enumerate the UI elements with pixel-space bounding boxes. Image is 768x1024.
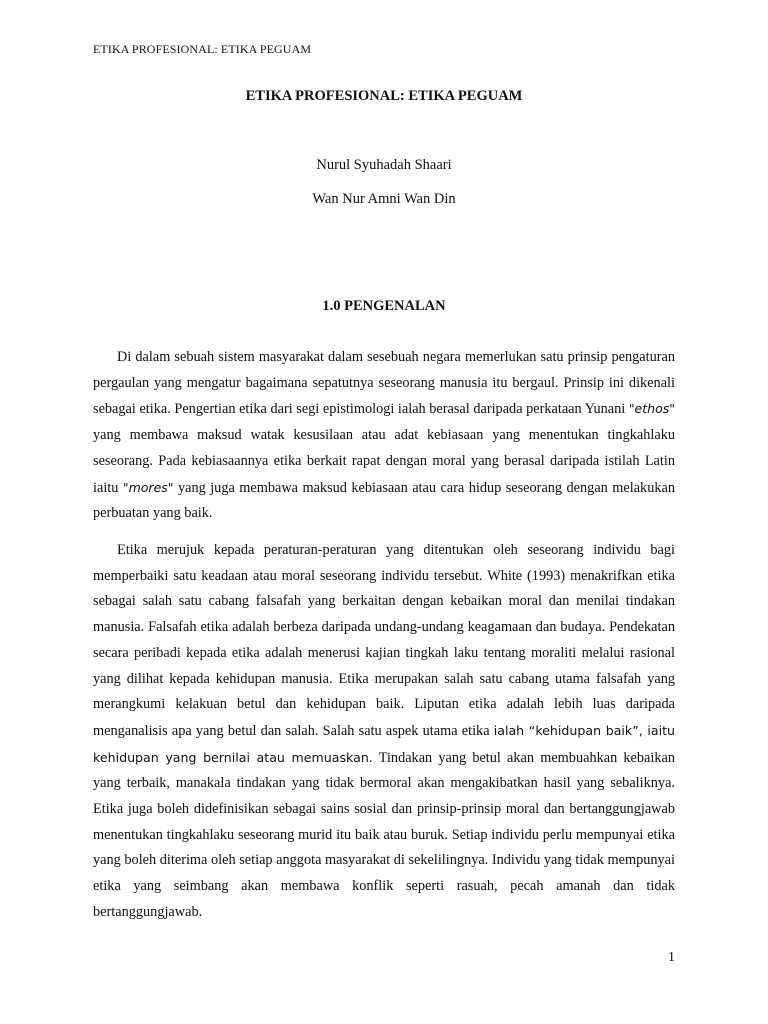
paragraph-2-text-b: Tindakan yang betul akan membuahkan kebaikan yang terbaik, manakala tindakan yang tidak bermoral akan mengakibatkan hasil yang sebaliknya. Etika juga boleh didefinisikan sebagai sains sosial dan prinsip-prinsip moral dan bertanggungjawab menentukan tingkahlaku seseorang murid itu baik atau buruk. Setiap individu perlu mempunyai etika yang boleh diterima oleh setiap anggota masyarakat di sekelilingnya. Individu yang tidak mempunyai etika yang seimbang akan membawa konflik seperti rasuah, pecah amanah dan tidak bertanggungjawab.	[93, 749, 675, 920]
author-2: Wan Nur Amni Wan Din	[312, 191, 456, 207]
page-number: 1	[668, 950, 675, 965]
section-heading: 1.0 PENGENALAN	[322, 298, 446, 314]
paragraph-1-text-a: Di dalam sebuah sistem masyarakat dalam sesebuah negara memerlukan satu prinsip pengaturan pergaulan yang mengatur bagaimana sepatutnya seseorang manusia itu bergaul. Prinsip ini dikenali sebagai etika. Pengertian etika dari segi epistimologi ialah berasal daripada perkataan Yunani	[93, 349, 675, 418]
paragraph-2	[93, 538, 675, 926]
document-title: ETIKA PROFESIONAL: ETIKA PEGUAM	[245, 88, 523, 104]
author-1: Nurul Syuhadah Shaari	[316, 157, 452, 173]
term-ethos: "ethos"	[628, 401, 675, 417]
quote-kehidupan-baik: ialah “kehidupan baik”, iaitu kehidupan yang bernilai atau memuaskan.	[93, 722, 675, 765]
paragraph-1-text-b: yang membawa maksud watak kesusilaan atau adat kebiasaan yang menentukan tingkahlaku seseorang. Pada kebiasaannya etika berkait rapat dengan moral yang berasal daripada istilah Latin iaitu	[93, 427, 675, 496]
paragraph-2-text-a: Etika merujuk kepada peraturan-peraturan yang ditentukan oleh seseorang individu bagi memperbaiki satu keadaan atau moral seseorang individu tersebut. White (1993) menakrifkan etika sebagai salah satu cabang falsafah yang berkaitan dengan kebaikan moral dan menilai tindakan manusia. Falsafah etika adalah berbeza daripada undang-undang keagamaan dan budaya. Pendekatan secara peribadi kepada etika adalah menerusi kajian tingkah laku tentang moraliti melalui rasional yang dilihat kepada kehidupan manusia. Etika merupakan salah satu cabang utama falsafah yang merangkumi kelakuan betul dan kehidupan baik. Liputan etika adalah lebih luas daripada menganalisis apa yang betul dan salah. Salah satu aspek utama etika	[93, 542, 675, 739]
term-mores: "mores"	[122, 479, 174, 495]
paragraph-1-text-c: yang juga membawa maksud kebiasaan atau cara hidup seseorang dengan melakukan perbuatan yang baik.	[93, 479, 675, 522]
paragraph-1	[93, 345, 675, 527]
running-header: ETIKA PROFESIONAL: ETIKA PEGUAM	[93, 42, 312, 56]
